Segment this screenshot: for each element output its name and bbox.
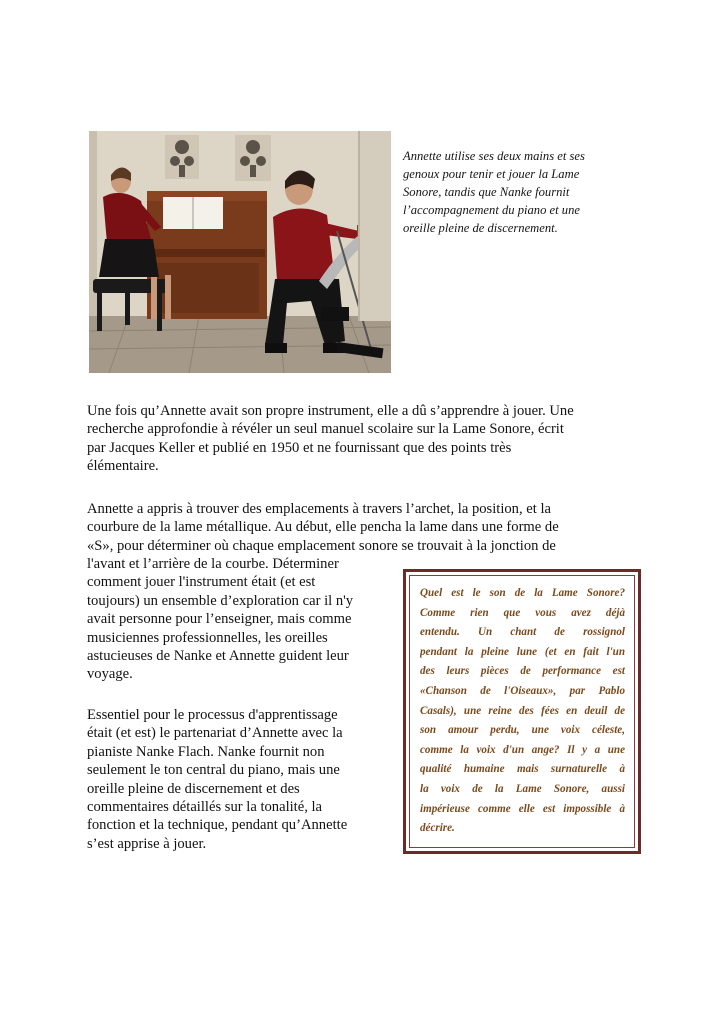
paragraph-line: musiciennes professionnelles, les oreilles [87,629,328,646]
wall-ornament-right [235,135,271,181]
quote-line: pendant la pleine lune (et en fait l'un [420,645,625,658]
quote-box [403,569,641,854]
paragraph-line: s’est apprise à jouer. [87,835,207,852]
caption-line: oreille pleine de discernement. [403,221,558,235]
paragraph-intro [87,402,647,476]
quote-line: la voix de la Lame Sonore, aussi [420,782,625,795]
paragraph-line: pianiste Nanke Flach. Nanke fournit non [87,743,325,760]
performance-photo-illustration [89,131,391,373]
quote-line: «Chanson de l'Oiseaux», par Pablo [420,684,625,697]
paragraph-line: par Jacques Keller et publié en 1950 et ne fournissant que des points très [87,439,512,456]
paragraph-line: était (et est) le partenariat d’Annette avec la [87,725,343,742]
caption-line: l’accompagnement du piano et une [403,203,580,217]
paragraph-line: Une fois qu’Annette avait son propre instrument, elle a dû s’apprendre à jouer. Une [87,403,574,419]
quote-line: décrire. [420,822,455,835]
quote-line: qualité humaine mais surnaturelle à [420,763,625,776]
performance-photo [89,131,391,373]
quote-line: entendu. Un chant de rossignol [420,626,625,639]
paragraph-line: «S», pour déterminer où chaque emplacement sonore se trouvait à la jonction de [87,537,556,554]
quote-line: des leurs pièces de performance est [420,665,625,678]
paragraph-line: recherche approfondie à révéler un seul manuel scolaire sur la Lame Sonore, écrit [87,421,564,438]
quote-line: comme la voix d'un ange? Il y a une [420,743,625,756]
caption-line: genoux pour tenir et jouer la Lame [403,167,580,181]
quote-line: Casals), une reine des fées en deuil de [420,704,625,717]
paragraph-learning-column [87,555,392,684]
quote-text [409,575,635,848]
paragraph-line: commentaires détaillés sur la tonalité, la [87,799,323,816]
caption-line: Annette utilise ses deux mains et ses [403,149,585,163]
paragraph-line: voyage. [87,666,133,683]
paragraph-line: oreille pleine de discernement et des [87,780,300,797]
paragraph-line: élémentaire. [87,458,159,475]
quote-line: impérieuse comme elle est impossible à [420,802,625,815]
wall-ornament-left [165,135,199,179]
case-small [321,307,349,321]
paragraph-partnership [87,706,392,853]
quote-line: Quel est le son de la Lame Sonore? [420,587,625,599]
paragraph-line: fonction et la technique, pendant qu’Annette [87,817,348,834]
paragraph-line: comment jouer l'instrument était (et est [87,574,316,591]
paragraph-line: toujours) un ensemble d’exploration car il n'y [87,592,354,609]
paragraph-line: Annette a appris à trouver des emplacements à travers l’archet, la position, et la [87,501,551,517]
paragraph-line: avait personne pour l’enseigner, mais comme [87,611,352,628]
paragraph-line: astucieuses de Nanke et Annette guident leur [87,648,349,665]
quote-line: Comme rien que vous avez déjà [420,606,625,619]
photo-caption [403,147,643,237]
paragraph-line: seulement le ton central du piano, mais une [87,762,340,779]
paragraph-line: l'avant et l’arrière de la courbe. Déterminer [87,556,339,572]
paragraph-line: Essentiel pour le processus d'apprentissage [87,707,338,723]
paragraph-learning-full [87,500,647,555]
caption-line: Sonore, tandis que Nanke fournit [403,185,570,199]
paragraph-line: courbure de la lame métallique. Au début, elle pencha la lame dans une forme de [87,519,559,536]
quote-line: son amour perdu, une voix céleste, [420,724,625,737]
